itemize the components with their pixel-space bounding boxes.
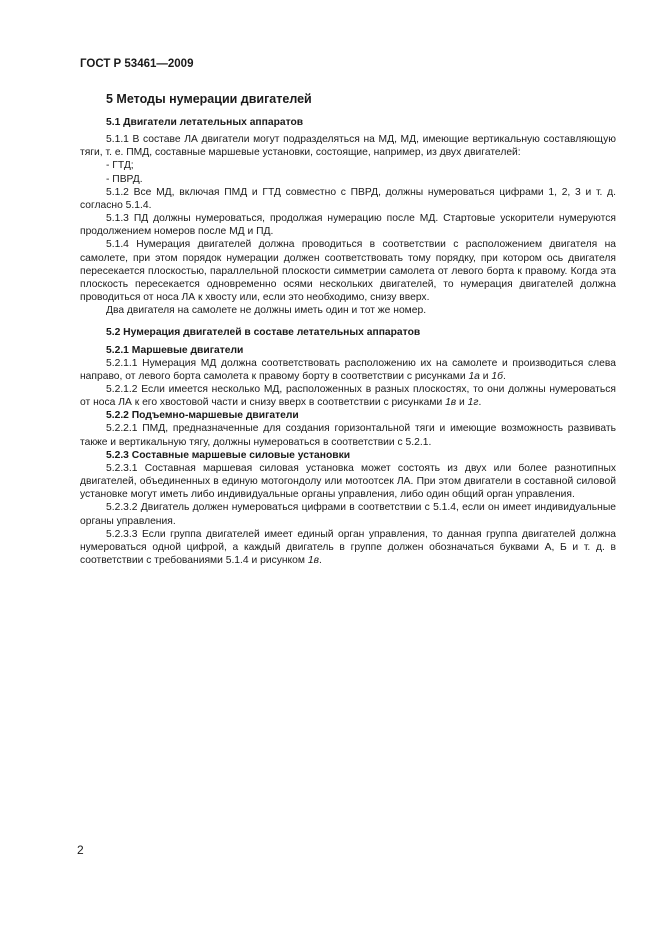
figure-ref: 1в (307, 555, 319, 566)
paragraph-5-2-1-1: 5.2.1.1 Нумерация МД должна соответствовать расположению их на самолете и производиться слева направо, от левого борта самолета к правому борту в соответствии с рисунками 1а и 1б. (80, 357, 616, 382)
paragraph-5-2-2-1: 5.2.2.1 ПМД, предназначенные для создания горизонтальной тяги и имеющие возможность развивать также и вертикальную тягу, должны нумероваться в соответствии с 5.2.1. (80, 423, 616, 448)
paragraph-5-2-3-1: 5.2.3.1 Составная маршевая силовая установка может состоять из двух или более разнотипных двигателей, объединенных в единую мотогондолу или мотоотсек ЛА. При этом двигатели в составной силовой установке могут иметь либо индивидуальные органы управления, либо один общий орган управления. (80, 462, 616, 501)
paragraph-5-1-4: 5.1.4 Нумерация двигателей должна проводиться в соответствии с расположением двигателя на самолете, при этом порядок нумерации должен соответствовать тому порядку, при котором ось двигателя пересекается плоскостью, параллельной плоскости симметрии самолета от левого борта к правому. Когда эта плоскость пересекается одновременно осями нескольких двигателей, то нумерация двигателей должна проводиться от носа ЛА к хвосту или, если это необходимо, снизу вверх. (80, 239, 616, 304)
figure-ref: 1б (491, 370, 503, 382)
paragraph-5-1-4-note: Два двигателя на самолете не должны иметь один и тот же номер. (106, 305, 427, 317)
subsection-5-2-3-title: 5.2.3 Составные маршевые силовые установки (106, 449, 351, 461)
paragraph-5-1-2: 5.1.2 Все МД, включая ПМД и ГТД совместно с ПВРД, должны нумероваться цифрами 1, 2, 3 и т. д. согласно 5.1.4. (80, 186, 616, 211)
subsection-5-2-title: 5.2 Нумерация двигателей в составе летательных аппаратов (106, 327, 421, 339)
paragraph-5-1-3: 5.1.3 ПД должны нумероваться, продолжая нумерацию после МД. Стартовые ускорители нумеруются продолжением номеров после МД и ПД. (80, 213, 616, 238)
figure-ref: 1в (445, 397, 457, 409)
document-header: ГОСТ Р 53461—2009 (80, 58, 194, 70)
page-body (80, 92, 616, 567)
subsection-5-1-title: 5.1 Двигатели летательных аппаратов (106, 117, 304, 128)
paragraph-5-1-1: 5.1.1 В составе ЛА двигатели могут подразделяться на МД, МД, имеющие вертикальную составляющую тяги, т. е. ПМД, составные маршевые установки, состоящие, например, из двух двигателей: (80, 134, 616, 159)
section-5-title: 5 Методы нумерации двигателей (106, 92, 312, 106)
list-item-pvrd: - ПВРД. (106, 173, 143, 185)
paragraph-5-2-3-3: 5.2.3.3 Если группа двигателей имеет единый орган управления, то данная группа двигателей должна нумероваться одной цифрой, а каждый двигатель в группе должен обозначаться буквами А, Б и т. д. в соответствии с требованиями 5.1.4 и рисунком 1в. (80, 528, 616, 566)
subsection-5-2-1-title: 5.2.1 Маршевые двигатели (106, 344, 244, 356)
figure-ref: 1а (468, 370, 480, 382)
list-item-gtd: - ГТД; (106, 160, 134, 172)
paragraph-5-2-3-2: 5.2.3.2 Двигатель должен нумероваться цифрами в соответствии с 5.1.4, если он имеет индивидуальные органы управления. (80, 502, 616, 527)
figure-ref: 1г (467, 397, 479, 409)
subsection-5-2-2-title: 5.2.2 Подъемно-маршевые двигатели (106, 410, 299, 422)
paragraph-5-2-1-2: 5.2.1.2 Если имеется несколько МД, расположенных в разных плоскостях, то они должны нумероваться от носа ЛА к его хвостовой части и снизу вверх в соответствии с рисунками 1в и 1г. (80, 383, 616, 409)
page-number: 2 (77, 843, 84, 857)
